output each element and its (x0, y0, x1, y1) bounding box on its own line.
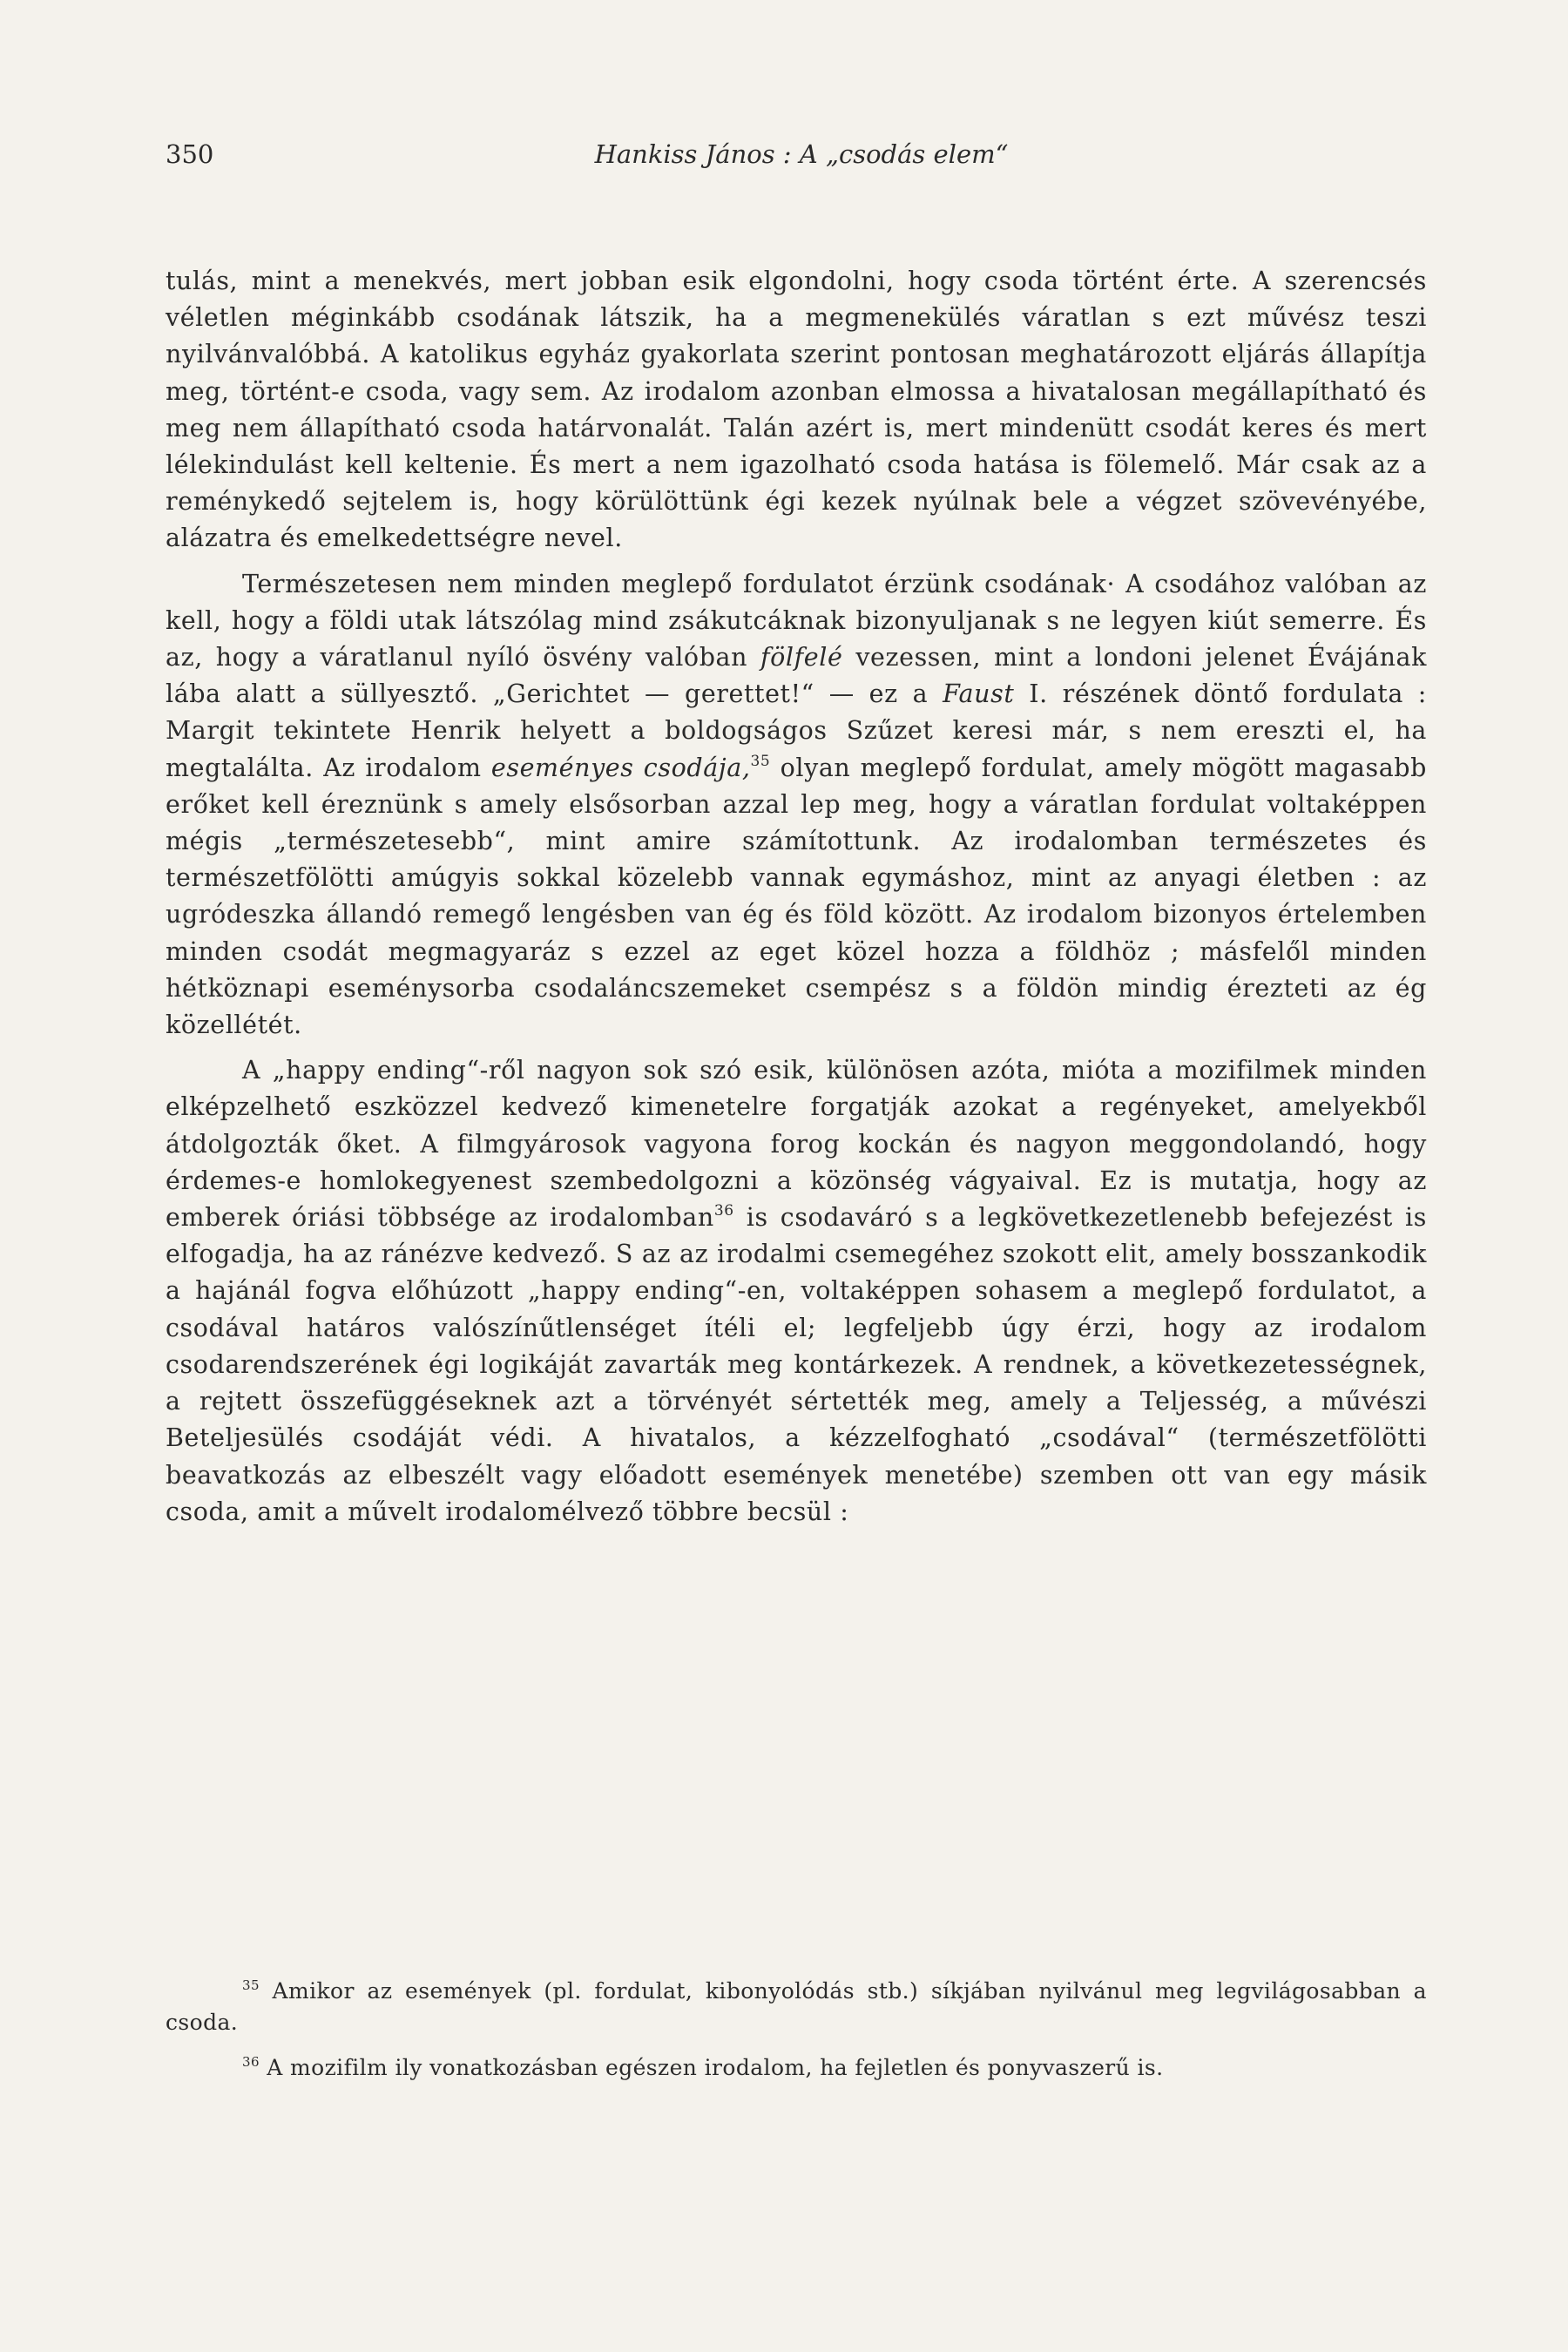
footnote-text-35: Amikor az események (pl. fordulat, kibonyolódás stb.) síkjában nyilvánul meg legvilágosabban a csoda. (166, 1978, 1427, 2035)
footnote-35 (166, 1976, 1427, 2038)
paragraph-2-text-a: Természetesen nem minden meglepő fordulatot érzünk csodának· A csodához valóban az kell, hogy a földi utak látszólag mind zsákutcáknak bizonyuljanak s ne legyen kiút semerre. És az, hogy a váratlanul nyíló ösvény valóban (166, 569, 1427, 672)
paragraph-2 (166, 566, 1427, 1044)
body-text (166, 263, 1427, 1531)
footnotes (166, 1976, 1427, 2098)
running-title: Hankiss János : A „csodás elem“ (594, 139, 1009, 169)
page-header (166, 139, 1437, 181)
paragraph-2-text-c: I. részének döntő fordulata : Margit tekintete Henrik helyett a boldogságos Szűzet keresi már, s nem ereszti el, ha megtalálta. Az irodalom (166, 679, 1427, 782)
paragraph-1: tulás, mint a menekvés, mert jobban esik elgondolni, hogy csoda történt érte. A szerencsés véletlen méginkább csodának látszik, ha a megmenekülés váratlan s ezt művész teszi nyilvánvalóbbá. A katolikus egyház gyakorlata szerint pontosan meghatározott eljárás állapítja meg, történt-e csoda, vagy sem. Az irodalom azonban elmossa a hivatalosan megállapítható és meg nem állapítható csoda határvonalát. Talán azért is, mert mindenütt csodát keres és mert lélekindulást kell keltenie. És mert a nem igazolható csoda hatása is fölemelő. Már csak az a reménykedő sejtelem is, hogy körülöttünk égi kezek nyúlnak bele a végzet szövevényébe, alázatra és emelkedettségre nevel. (166, 267, 1427, 553)
footnote-36 (166, 2052, 1427, 2084)
paragraph-2-text-b: vezessen, mint a londoni jelenet Évájának lába alatt a süllyesztő. „Gerichtet — gerettet!“ — ez a (166, 643, 1428, 709)
footnote-mark-35: 35 (242, 1977, 260, 1993)
paragraph-2-text-d: olyan meglepő fordulat, amely mögött magasabb erőket kell éreznünk s amely elsősorban azzal lep meg, hogy a váratlan fordulat voltaképpen mégis „természetesebb“, mint amire számítottunk. Az irodalomban természetes és természetfölötti amúgyis sokkal közelebb vannak egymáshoz, mint az anyagi életben : az ugródeszka állandó remegő lengésben van ég és föld között. Az irodalom bizonyos értelemben minden csodát megmagyaráz s ezzel az eget közel hozza a földhöz ; másfelől minden hétköznapi eseménysorba csodaláncszemeket csempész s a földön mindig érezteti az ég közellétét. (166, 753, 1427, 1040)
page-number: 350 (166, 139, 214, 169)
emphasis-faust: Faust (943, 679, 1015, 709)
footnote-ref-35: 35 (750, 752, 771, 770)
paragraph-3-text-a: A „happy ending“-ről nagyon sok szó esik, különösen azóta, mióta a mozifilmek minden elképzelhető eszközzel kedvező kimenetelre forgatják azokat a regényeket, amelyekből átdolgozták őket. A filmgyárosok vagyona forog kockán és nagyon meggondolandó, hogy érdemes-e homlokegyenest szembedolgozni a közönség vágyaival. Ez is mutatja, hogy az emberek óriási többsége az irodalomban (166, 1056, 1427, 1233)
footnote-mark-36: 36 (242, 2054, 260, 2070)
footnote-ref-36: 36 (713, 1202, 734, 1220)
paragraph-3-text-b: is csodaváró s a legkövetkezetlenebb befejezést is elfogadja, ha az ránézve kedvező. S az az irodalmi csemegéhez szokott elit, amely bosszankodik a hajánál fogva előhúzott „happy ending“-en, voltaképpen sohasem a meglepő fordulatot, a csodával határos valószínűtlenséget ítéli el; legfeljebb úgy érzi, hogy az irodalom csodarendszerének égi logikáját zavarták meg kontárkezek. A rendnek, a következetességnek, a rejtett összefüggéseknek azt a törvényét sértették meg, amely a Teljesség, a művészi Beteljesülés csodáját védi. A hivatalos, a kézzelfogható „csodával“ (természetfölötti beavatkozás az elbeszélt vagy előadott események menetébe) szemben ott van egy másik csoda, amit a művelt irodalomélvező többre becsül : (166, 1203, 1427, 1526)
emphasis-esemenyes-csodaja: eseményes csodája, (490, 753, 751, 782)
emphasis-folfele: fölfelé (760, 643, 843, 672)
paragraph-3 (166, 1052, 1427, 1531)
footnote-text-36: A mozifilm ily vonatkozásban egészen irodalom, ha fejletlen és ponyvaszerű is. (259, 2055, 1164, 2080)
